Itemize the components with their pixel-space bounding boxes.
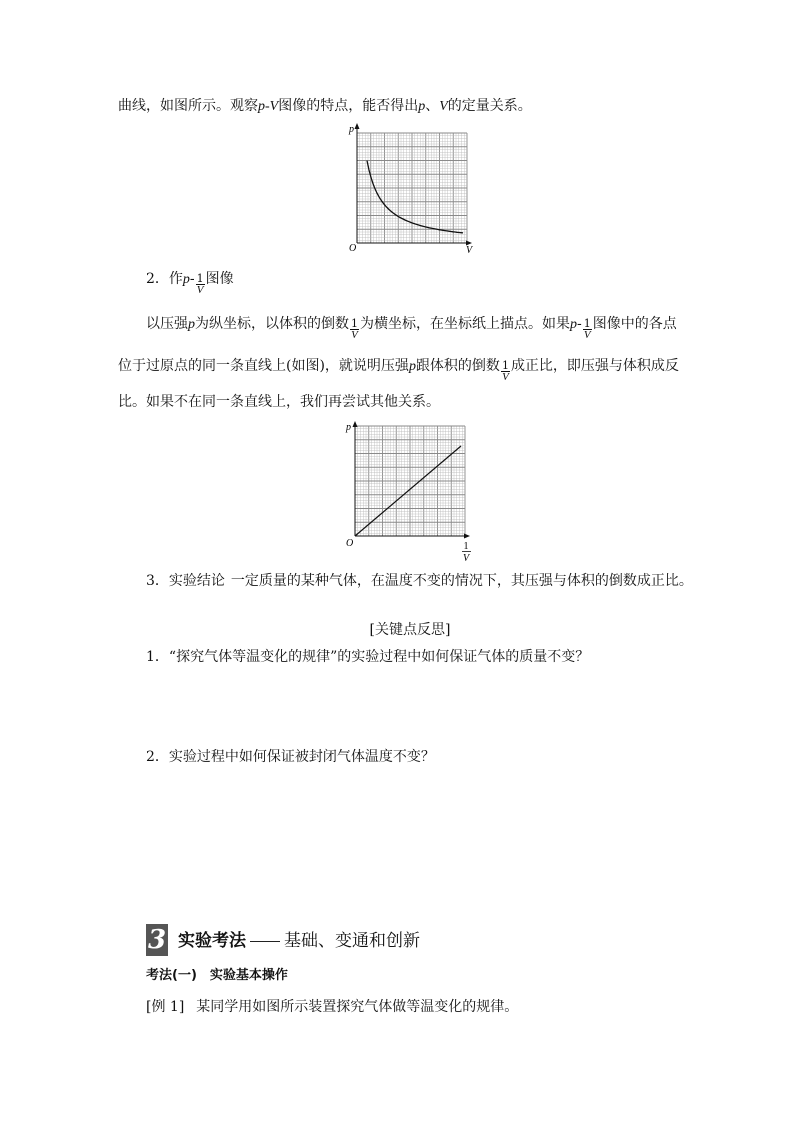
- para2-c1: 比。如果不在同一条直线上，我们再尝试其他关系。: [118, 394, 440, 410]
- v-symbol: V: [439, 99, 448, 114]
- section-title-rest: 基础、变通和创新: [284, 931, 420, 951]
- para2-a4: 图像中的各点: [592, 316, 677, 332]
- para2-p: p: [188, 317, 195, 332]
- p-inverse-v-axis-label-p: p: [346, 422, 351, 433]
- method-heading: 考法(一) 实验基本操作: [146, 968, 288, 983]
- pv-axis-label-p: p: [349, 124, 354, 135]
- p-inverse-v-x-arrow: [464, 534, 470, 539]
- axis-x-frac-num: 1: [463, 541, 469, 552]
- section-title-bold: 实验考法: [178, 931, 246, 951]
- section-number-badge: 3: [147, 925, 167, 955]
- pv-y-arrow: [355, 123, 360, 129]
- para2-frac2-den: V: [583, 329, 591, 341]
- para2-fraction-2: [583, 318, 592, 341]
- pv-grid: [357, 133, 467, 243]
- item2-fraction: [196, 273, 205, 296]
- reflection-question-1: 1．“探究气体等温变化的规律”的实验过程中如何保证气体的质量不变？: [146, 649, 590, 665]
- para2-p-b: p: [408, 359, 416, 374]
- p-inverse-v-origin-label: O: [346, 538, 354, 549]
- para2-b2: 跟体积的倒数: [415, 358, 500, 374]
- section-title: [178, 928, 420, 954]
- para2-a3: 为横坐标，在坐标纸上描点。如果: [360, 316, 570, 332]
- item2-frac-den: V: [196, 284, 204, 296]
- pv-axis-label-v: V: [466, 245, 473, 256]
- p-inverse-v-graph-figure: [343, 418, 478, 566]
- item2-dash: -: [189, 271, 195, 287]
- para2-fraction-3: [501, 360, 510, 383]
- pv-origin-label: O: [349, 243, 357, 254]
- para2-frac1-den: V: [351, 329, 358, 341]
- item3-text: 一定质量的某种气体，在温度不变的情况下，其压强与体积的倒数成正比。: [230, 573, 693, 589]
- p-inverse-v-grid: [355, 426, 465, 536]
- example-text: 某同学用如图所示装置探究气体做等温变化的规律。: [196, 999, 519, 1015]
- para2-line3: [118, 392, 440, 412]
- para2-frac3-num: 1: [501, 359, 509, 372]
- pv-graph-figure: [345, 120, 480, 255]
- item2-tail: 图像: [205, 271, 234, 287]
- p-symbol: p: [418, 99, 426, 114]
- para2-dash: -: [577, 316, 582, 332]
- axis-x-frac-den: V: [462, 553, 470, 564]
- para1-sep: 、: [425, 98, 440, 114]
- para1-text-1: 曲线，如图所示。观察: [118, 98, 258, 114]
- para2-p2: p: [570, 317, 577, 332]
- para2-b1: 位于过原点的同一条直线上(如图)，就说明压强: [118, 358, 409, 374]
- pv-graph-svg: [345, 120, 480, 255]
- para2-line2: [118, 356, 679, 383]
- para2-frac2-num: 1: [583, 317, 591, 330]
- item3-conclusion: [146, 571, 693, 591]
- para1-text-3: 的定量关系。: [447, 98, 532, 114]
- reflection-title: [关键点反思]: [369, 622, 451, 638]
- para2-frac1-num: 1: [351, 317, 358, 330]
- item2-heading: [146, 269, 234, 296]
- para1-line: [118, 96, 532, 117]
- item2-p: p: [182, 272, 190, 287]
- para2-a1: 以压强: [146, 316, 188, 332]
- p-inverse-v-y-arrow: [353, 421, 358, 427]
- reflection-question-2: 2．实验过程中如何保证被封闭气体温度不变？: [146, 749, 435, 765]
- para2-frac3-den: V: [502, 371, 509, 383]
- item2-frac-num: 1: [196, 272, 204, 285]
- para2-a2: 为纵坐标，以体积的倒数: [195, 316, 349, 332]
- item3-label: 3．实验结论: [146, 573, 225, 589]
- para2-line1: [146, 314, 677, 341]
- item2-num: 2．作: [146, 271, 183, 287]
- para2-b3: 成正比，即压强与体积成反: [510, 358, 679, 374]
- para1-text-2: 图像的特点，能否得出: [278, 98, 419, 114]
- para2-fraction-1: [350, 318, 359, 341]
- section-title-dash: [250, 941, 280, 942]
- example-1: [146, 997, 518, 1017]
- p-inverse-v-graph-svg: [343, 418, 478, 566]
- example-label: [例 1]: [146, 999, 185, 1015]
- pv-symbol: p-V: [258, 99, 279, 114]
